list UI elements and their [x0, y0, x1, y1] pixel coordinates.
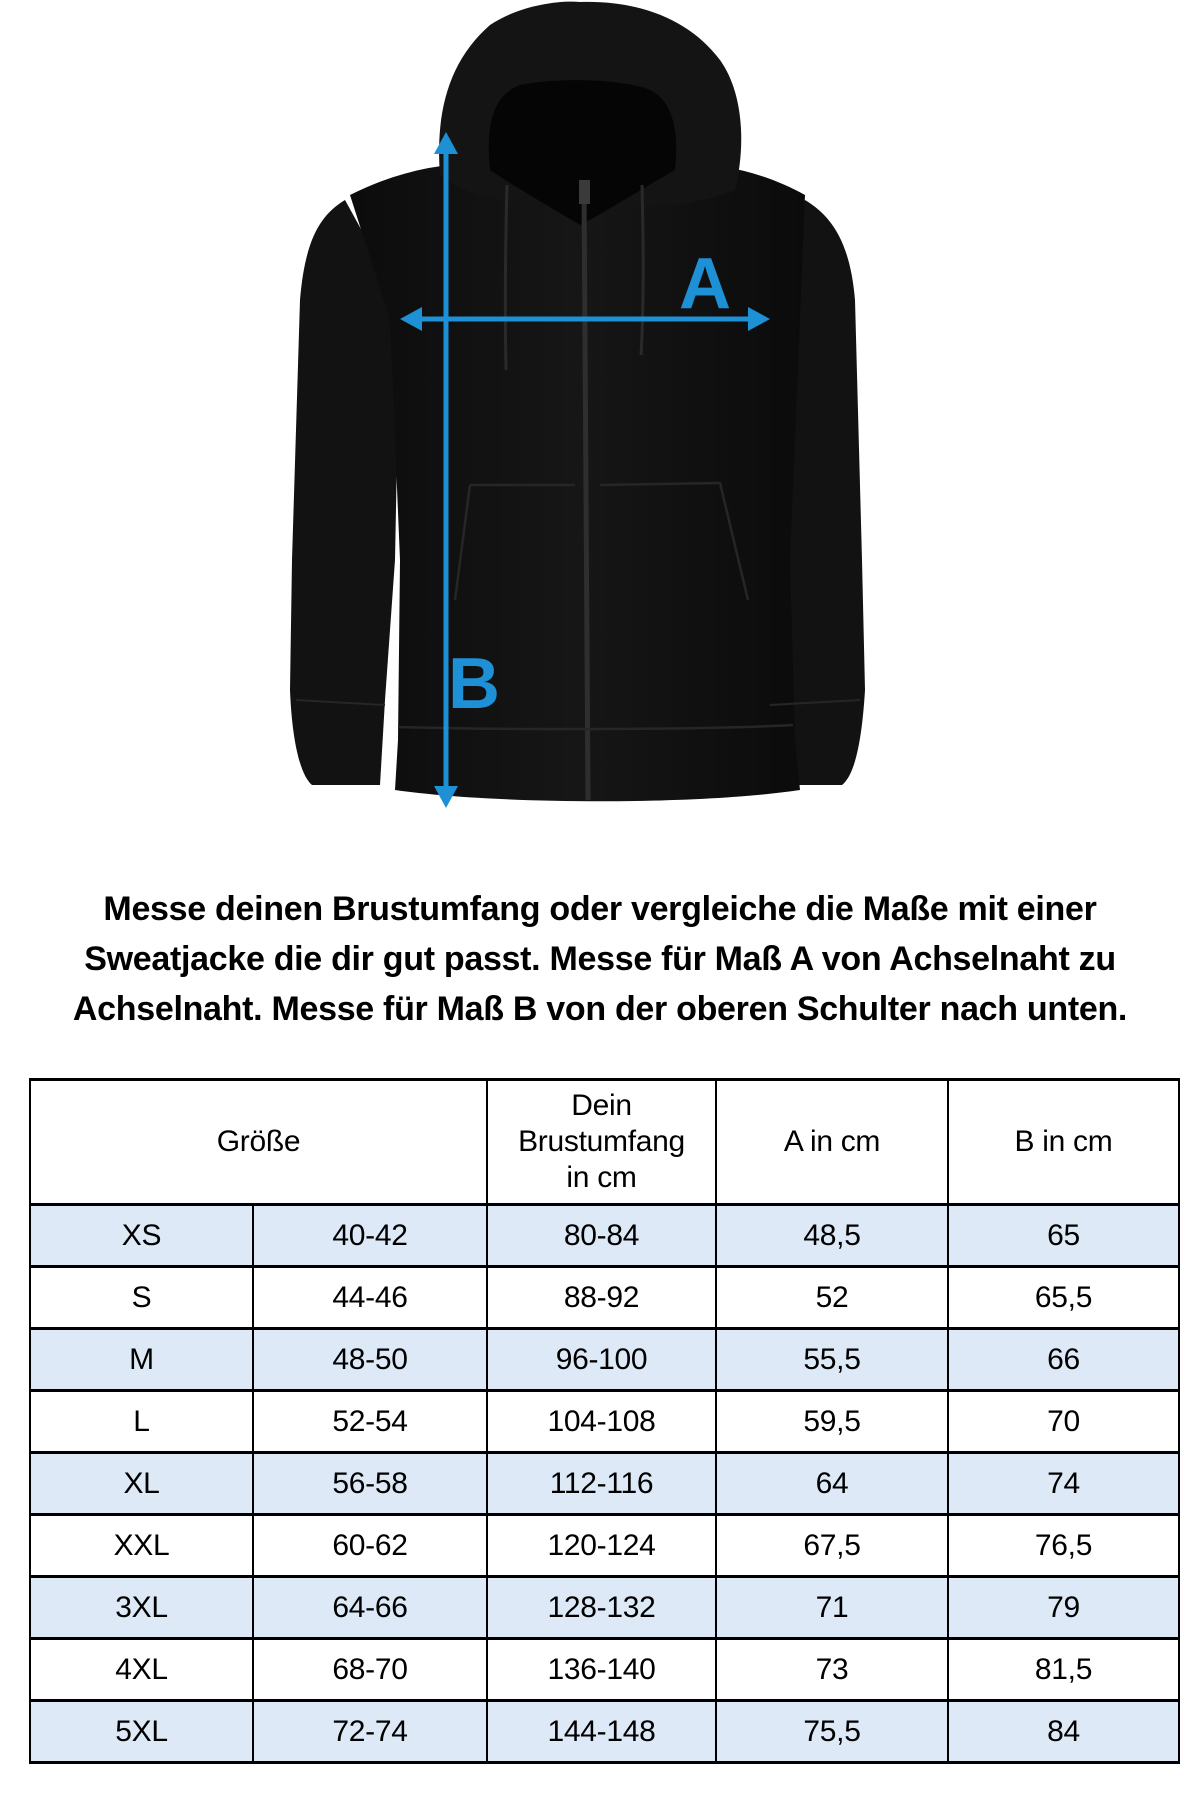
cell-b: 84 — [948, 1701, 1179, 1763]
cell-chest: 104-108 — [487, 1391, 716, 1453]
cell-size: 5XL — [30, 1701, 253, 1763]
cell-eu-size: 48-50 — [253, 1329, 487, 1391]
cell-b: 70 — [948, 1391, 1179, 1453]
cell-a: 48,5 — [716, 1205, 948, 1267]
table-row — [30, 1701, 1179, 1763]
table-row — [30, 1267, 1179, 1329]
measuring-instructions: Messe deinen Brustumfang oder vergleiche die Maße mit einer Sweatjacke die dir gut passt. Messe für Maß A von Achselnaht zu Achselnaht. Messe für Maß B von der oberen Schulter nach unten. — [72, 890, 1128, 1028]
cell-chest: 144-148 — [487, 1701, 716, 1763]
cell-eu-size: 64-66 — [253, 1577, 487, 1639]
cell-size: M — [30, 1329, 253, 1391]
cell-eu-size: 40-42 — [253, 1205, 487, 1267]
label-a: A — [679, 244, 731, 324]
table-row — [30, 1391, 1179, 1453]
cell-size: 4XL — [30, 1639, 253, 1701]
cell-eu-size: 44-46 — [253, 1267, 487, 1329]
hoodie-body — [350, 164, 805, 802]
cell-a: 71 — [716, 1577, 948, 1639]
table-row — [30, 1453, 1179, 1515]
cell-size: L — [30, 1391, 253, 1453]
cell-eu-size: 60-62 — [253, 1515, 487, 1577]
cell-eu-size: 56-58 — [253, 1453, 487, 1515]
cell-chest: 80-84 — [487, 1205, 716, 1267]
cell-b: 74 — [948, 1453, 1179, 1515]
hoodie-measurement-figure — [0, 0, 1200, 820]
cell-size: S — [30, 1267, 253, 1329]
cell-b: 65 — [948, 1205, 1179, 1267]
cell-chest: 96-100 — [487, 1329, 716, 1391]
table-row — [30, 1515, 1179, 1577]
header-a: A in cm — [716, 1080, 948, 1205]
cell-chest: 88-92 — [487, 1267, 716, 1329]
cell-b: 76,5 — [948, 1515, 1179, 1577]
cell-a: 59,5 — [716, 1391, 948, 1453]
table-row — [30, 1329, 1179, 1391]
cell-a: 55,5 — [716, 1329, 948, 1391]
cell-a: 73 — [716, 1639, 948, 1701]
table-row — [30, 1205, 1179, 1267]
cell-eu-size: 68-70 — [253, 1639, 487, 1701]
cell-chest: 128-132 — [487, 1577, 716, 1639]
label-b: B — [448, 644, 500, 724]
table-row — [30, 1639, 1179, 1701]
size-chart-table — [29, 1078, 1180, 1764]
cell-size: 3XL — [30, 1577, 253, 1639]
cell-b: 81,5 — [948, 1639, 1179, 1701]
header-size: Größe — [30, 1080, 487, 1205]
hoodie-illustration — [0, 0, 1200, 820]
cell-chest: 112-116 — [487, 1453, 716, 1515]
cell-eu-size: 52-54 — [253, 1391, 487, 1453]
table-header-row — [30, 1080, 1179, 1205]
cell-eu-size: 72-74 — [253, 1701, 487, 1763]
cell-a: 67,5 — [716, 1515, 948, 1577]
cell-a: 64 — [716, 1453, 948, 1515]
header-chest: Dein Brustumfang in cm — [487, 1080, 716, 1205]
header-b: B in cm — [948, 1080, 1179, 1205]
cell-b: 65,5 — [948, 1267, 1179, 1329]
cell-size: XS — [30, 1205, 253, 1267]
cell-size: XL — [30, 1453, 253, 1515]
cell-chest: 120-124 — [487, 1515, 716, 1577]
cell-b: 79 — [948, 1577, 1179, 1639]
table-row — [30, 1577, 1179, 1639]
cell-a: 75,5 — [716, 1701, 948, 1763]
cell-chest: 136-140 — [487, 1639, 716, 1701]
cell-b: 66 — [948, 1329, 1179, 1391]
cell-size: XXL — [30, 1515, 253, 1577]
cell-a: 52 — [716, 1267, 948, 1329]
